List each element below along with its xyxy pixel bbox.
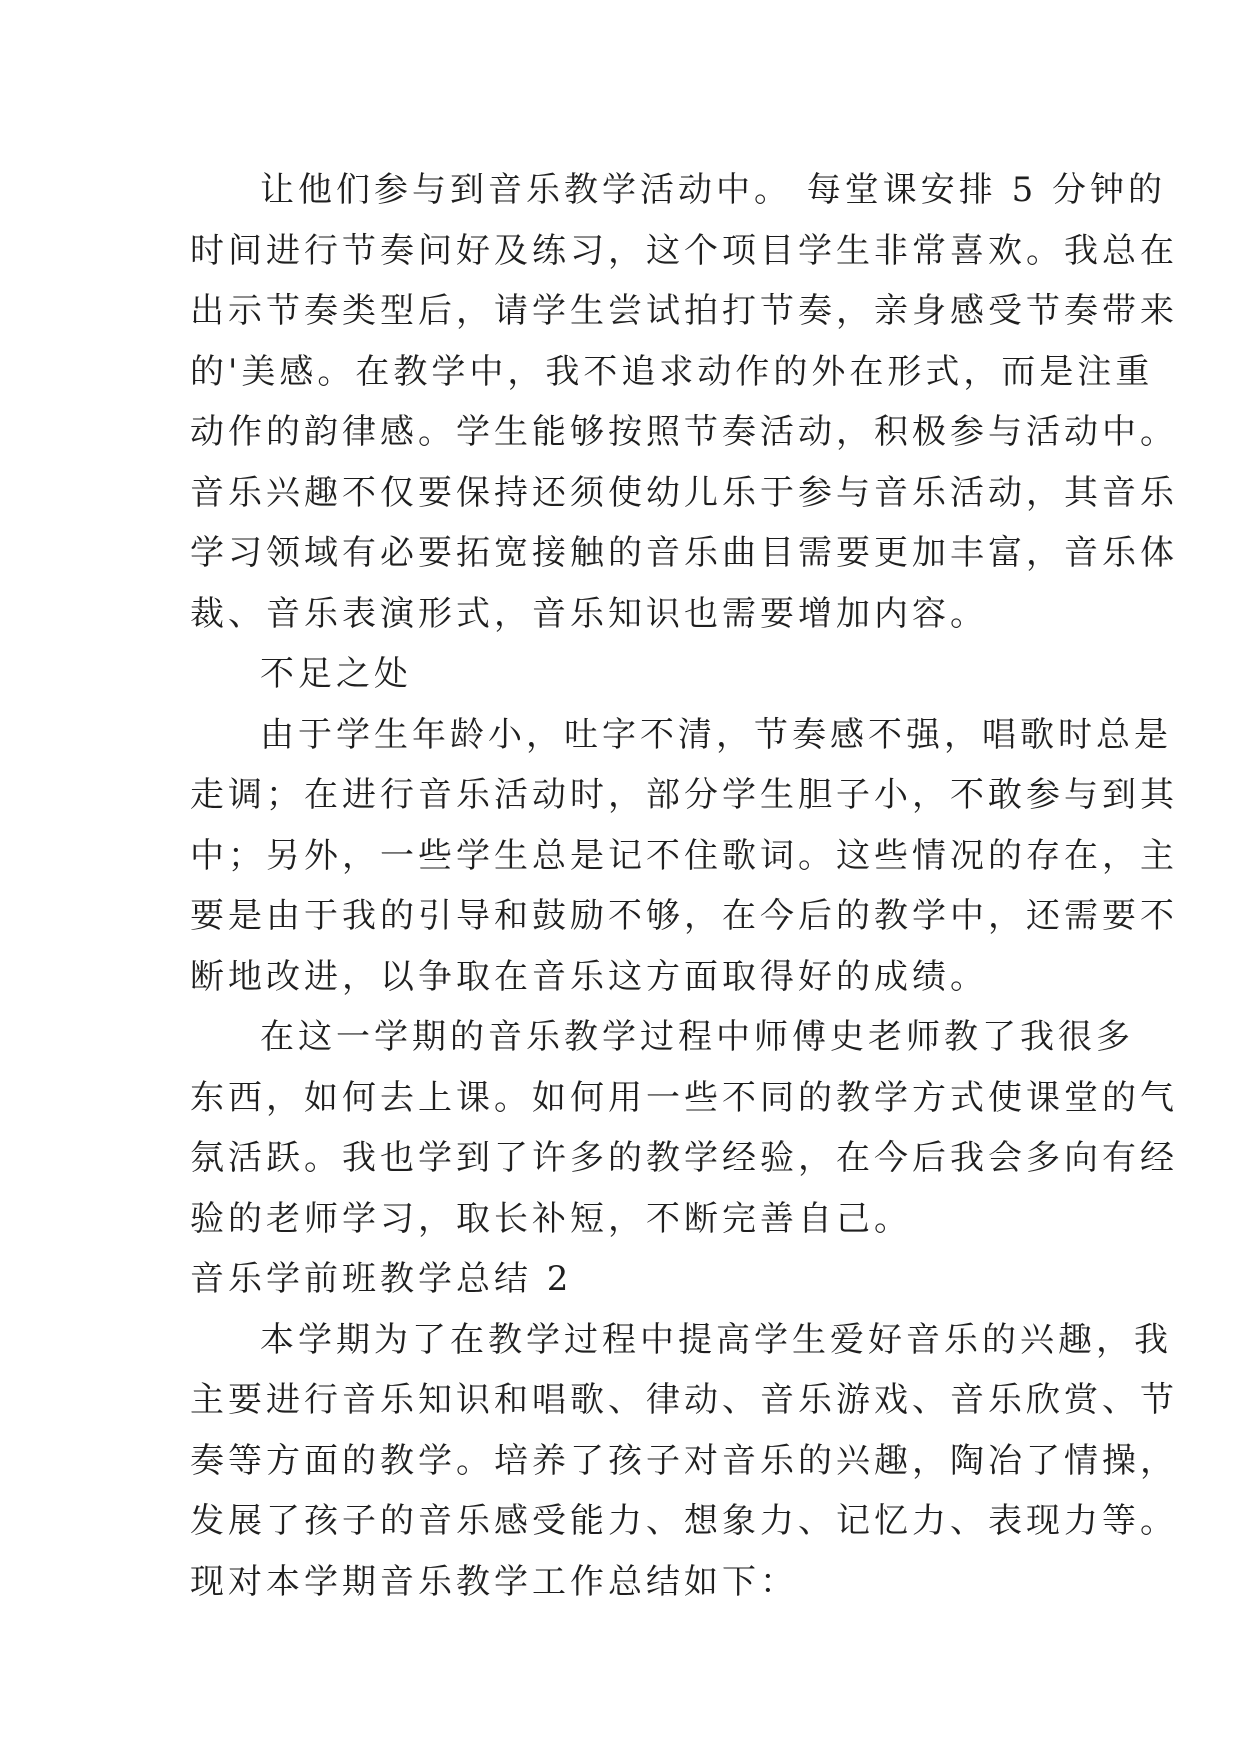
text-line: 音乐学前班教学总结 2 [190,1259,573,1299]
text-line: 主要进行音乐知识和唱歌、律动、音乐游戏、音乐欣赏、节 [190,1380,1178,1420]
text-line: 裁、音乐表演形式，音乐知识也需要增加内容。 [190,593,988,634]
text-line: 氛活跃。我也学到了许多的教学经验，在今后我会多向有经 [190,1138,1178,1178]
text-line: 要是由于我的引导和鼓励不够，在今后的教学中，还需要不 [190,896,1178,936]
text-line: 学习领域有必要拓宽接触的音乐曲目需要更加丰富，音乐体 [190,533,1178,573]
text-line: 不足之处 [260,654,412,694]
text-line: 走调；在进行音乐活动时，部分学生胆子小，不敢参与到其 [190,775,1178,815]
text-line: 让他们参与到音乐教学活动中。 每堂课安排 5 分钟的 [260,170,1167,210]
text-line: 发展了孩子的音乐感受能力、想象力、记忆力、表现力等。 [190,1501,1178,1541]
text-line: 由于学生年龄小，吐字不清，节奏感不强，唱歌时总是 [260,714,1172,755]
text-line: 现对本学期音乐教学工作总结如下： [190,1561,798,1602]
text-line: 的'美感。在教学中，我不追求动作的外在形式，而是注重 [190,351,1154,392]
text-line: 中；另外，一些学生总是记不住歌词。这些情况的存在，主 [190,835,1178,876]
text-line: 东西，如何去上课。如何用一些不同的教学方式使课堂的气 [190,1077,1178,1118]
document-body [190,160,1178,1612]
text-line: 奏等方面的教学。培养了孩子对音乐的兴趣，陶冶了情操， [190,1440,1178,1481]
text-line: 出示节奏类型后，请学生尝试拍打节奏，亲身感受节奏带来 [190,291,1178,331]
text-line: 音乐兴趣不仅要保持还须使幼儿乐于参与音乐活动，其音乐 [190,472,1178,513]
text-line: 验的老师学习，取长补短，不断完善自己。 [190,1198,912,1239]
text-line: 在这一学期的音乐教学过程中师傅史老师教了我很多 [260,1017,1134,1057]
text-line: 断地改进，以争取在音乐这方面取得好的成绩。 [190,956,988,997]
text-line: 本学期为了在教学过程中提高学生爱好音乐的兴趣，我 [260,1319,1172,1360]
text-line: 时间进行节奏问好及练习，这个项目学生非常喜欢。我总在 [190,230,1178,271]
text-line: 动作的韵律感。学生能够按照节奏活动，积极参与活动中。 [190,412,1178,452]
